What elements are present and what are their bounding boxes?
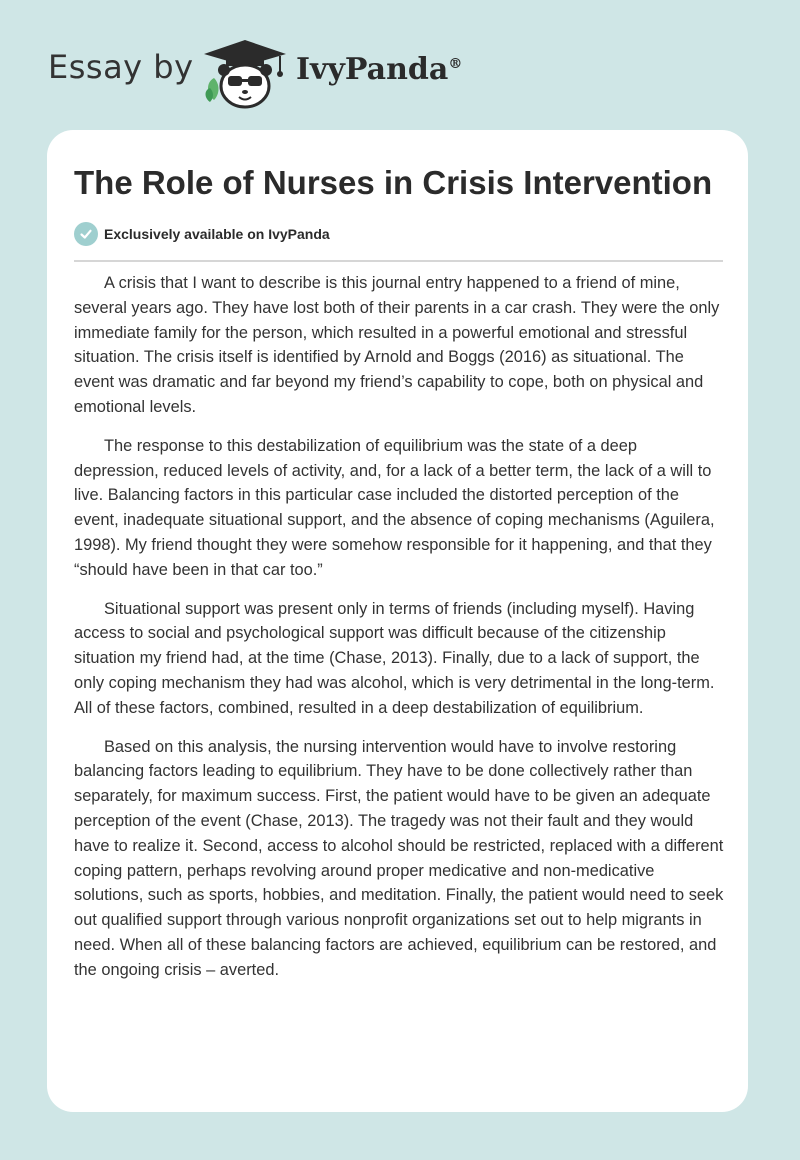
registered-mark: ® xyxy=(448,56,463,72)
divider xyxy=(74,260,723,262)
paragraph: A crisis that I want to describe is this journal entry happened to a friend of mine, several years ago. They have lost both of their parents in a car crash. They were the only immediate family for the person, which resulted in a powerful emotional and stressful situation. The crisis itself is identified by Arnold and Boggs (2016) as situational. The event was dramatic and far beyond my friend’s capability to cope, both on physical and emotional levels. xyxy=(74,274,720,416)
paragraph: Based on this analysis, the nursing intervention would have to involve restoring balancing factors leading to equilibrium. They have to be done collectively rather than separately, for maximum success. First, the patient would have to be given an adequate perception of the event (Chase, 2013). The tragedy was not their fault and they would have to realize it. Second, access to alcohol should be restricted, replaced with a different coping pattern, perhaps revolving around proper medicative and non-medicative solutions, such as sports, hobbies, and meditation. Finally, the patient would need to seek out qualified support through various nonprofit organizations set out to help migrants in need. When all of these balancing factors are achieved, equilibrium can be restored, and the ongoing crisis – averted. xyxy=(74,737,724,979)
paragraph: Situational support was present only in terms of friends (including myself). Having access to social and psychological support was difficult because of the citizenship situation my friend had, at the time (Chase, 2013). Finally, due to a lack of support, the only coping mechanism they had was alcohol, which is very detrimental in the long-term. All of these factors, combined, resulted in a deep destabilization of equilibrium. xyxy=(74,599,715,717)
exclusive-label: Exclusively available on IvyPanda xyxy=(104,226,330,242)
essay-by-label: Essay by xyxy=(48,48,194,86)
brand-name[interactable] xyxy=(296,52,462,87)
page-title: The Role of Nurses in Crisis Intervention xyxy=(74,164,713,201)
site-header xyxy=(0,0,800,120)
panda-logo-icon[interactable] xyxy=(200,34,290,110)
essay-body xyxy=(74,271,726,997)
check-icon xyxy=(74,222,98,246)
paragraph: The response to this destabilization of equilibrium was the state of a deep depression, reduced levels of activity, and, for a lack of a better term, the lack of a will to live. Balancing factors in this particular case included the distorted perception of the event, inadequate situational support, and the absence of coping mechanisms (Aguilera, 1998). My friend thought they were somehow responsible for it happening, and that they “should have been in that car too.” xyxy=(74,436,715,579)
exclusive-badge xyxy=(74,222,330,246)
brand-text: IvyPanda xyxy=(296,52,449,87)
essay-card xyxy=(47,130,748,1112)
